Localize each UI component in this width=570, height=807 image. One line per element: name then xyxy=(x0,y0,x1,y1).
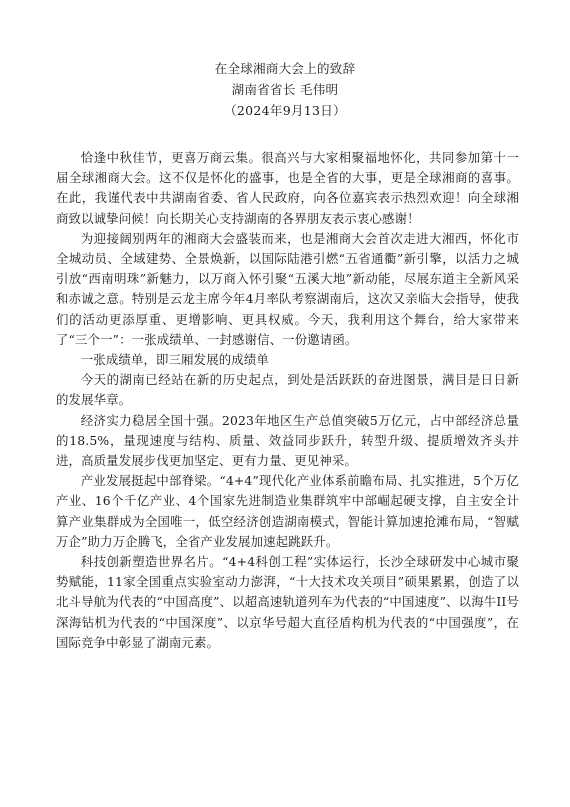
speaker-line: 湖南省省长 毛伟明 xyxy=(231,82,339,97)
paragraph-industry: 产业发展挺起中部脊梁。“4+4”现代化产业体系前瞻布局、扎实推进，5个万亿产业、16个千亿产业、4个国家先进制造业集群筑牢中部崛起硬支撑，自主安全计算产业集群成为全国唯一，低空经济创造湖南模式，智能计算加速抢滩布局，“智赋万企”助力万企腾飞，全省产业发展加速起跳跃升。 xyxy=(56,473,519,549)
speech-header xyxy=(0,58,570,121)
paragraph-economic-strength: 经济实力稳居全国十强。2023年地区生产总值突破5万亿元，占中部经济总量的18.5%，量现速度与结构、质量、效益同步跃升，转型升级、提质增效齐头并进，高质量发展步伐更加坚定、更有力量、更见神采。 xyxy=(56,412,519,469)
paragraph-welcome: 为迎接阔别两年的湘商大会盛装而来，也是湘商大会首次走进大湘西，怀化市全城动员、全域建势、全景焕新，以国际陆港引燃“五省通衢”新引擎，以活力之城引放“西南明珠”新魅力，以万商入怀引聚“五溪大地”新动能，尽展东道主全新风采和赤诚之意。特别是云龙主席今年4月率队考察湖南后，这次又亲临大会指导，使我们的活动更添厚重、更增影响、更具权威。今天，我利用这个舞台，给大家带来了“三个一”：一张成绩单、一封感谢信、一份邀请函。 xyxy=(56,230,519,347)
paragraph-new-starting-point: 今天的湖南已经站在新的历史起点，到处是活跃跃的奋进图景，满目是日日新的发展华章。 xyxy=(56,372,519,408)
paragraph-opening: 恰逢中秋佳节，更喜万商云集。很高兴与大家相聚福地怀化，共同参加第十一届全球湘商大会。这不仅是怀化的盛事，也是全省的大事，更是全球湘商的喜事。在此，我谨代表中共湖南省委、省人民政府，向各位嘉宾表示热烈欢迎！向全球湘商致以诚挚问候！向长期关心支持湖南的各界朋友表示衷心感谢！ xyxy=(56,150,519,226)
speech-body xyxy=(56,148,519,653)
section-heading-report-card: 一张成绩单，即三厢发展的成绩单 xyxy=(80,352,269,368)
speech-date: （2024年9月13日） xyxy=(224,103,346,118)
paragraph-tech-innovation: 科技创新塑造世界名片。“4+4科创工程”实体运行，长沙全球研发中心城市聚势赋能，11家全国重点实验室动力澎湃，“十大技术攻关项目”硕果累累，创造了以北斗导航为代表的“中国高度”、以超高速轨道列车为代表的“中国速度”、以海牛II号深海钻机为代表的“中国深度”、以京华号超大直径盾构机为代表的“中国强度”，在国际竞争中彰显了湖南元素。 xyxy=(56,554,519,650)
speech-title: 在全球湘商大会上的致辞 xyxy=(214,61,356,76)
